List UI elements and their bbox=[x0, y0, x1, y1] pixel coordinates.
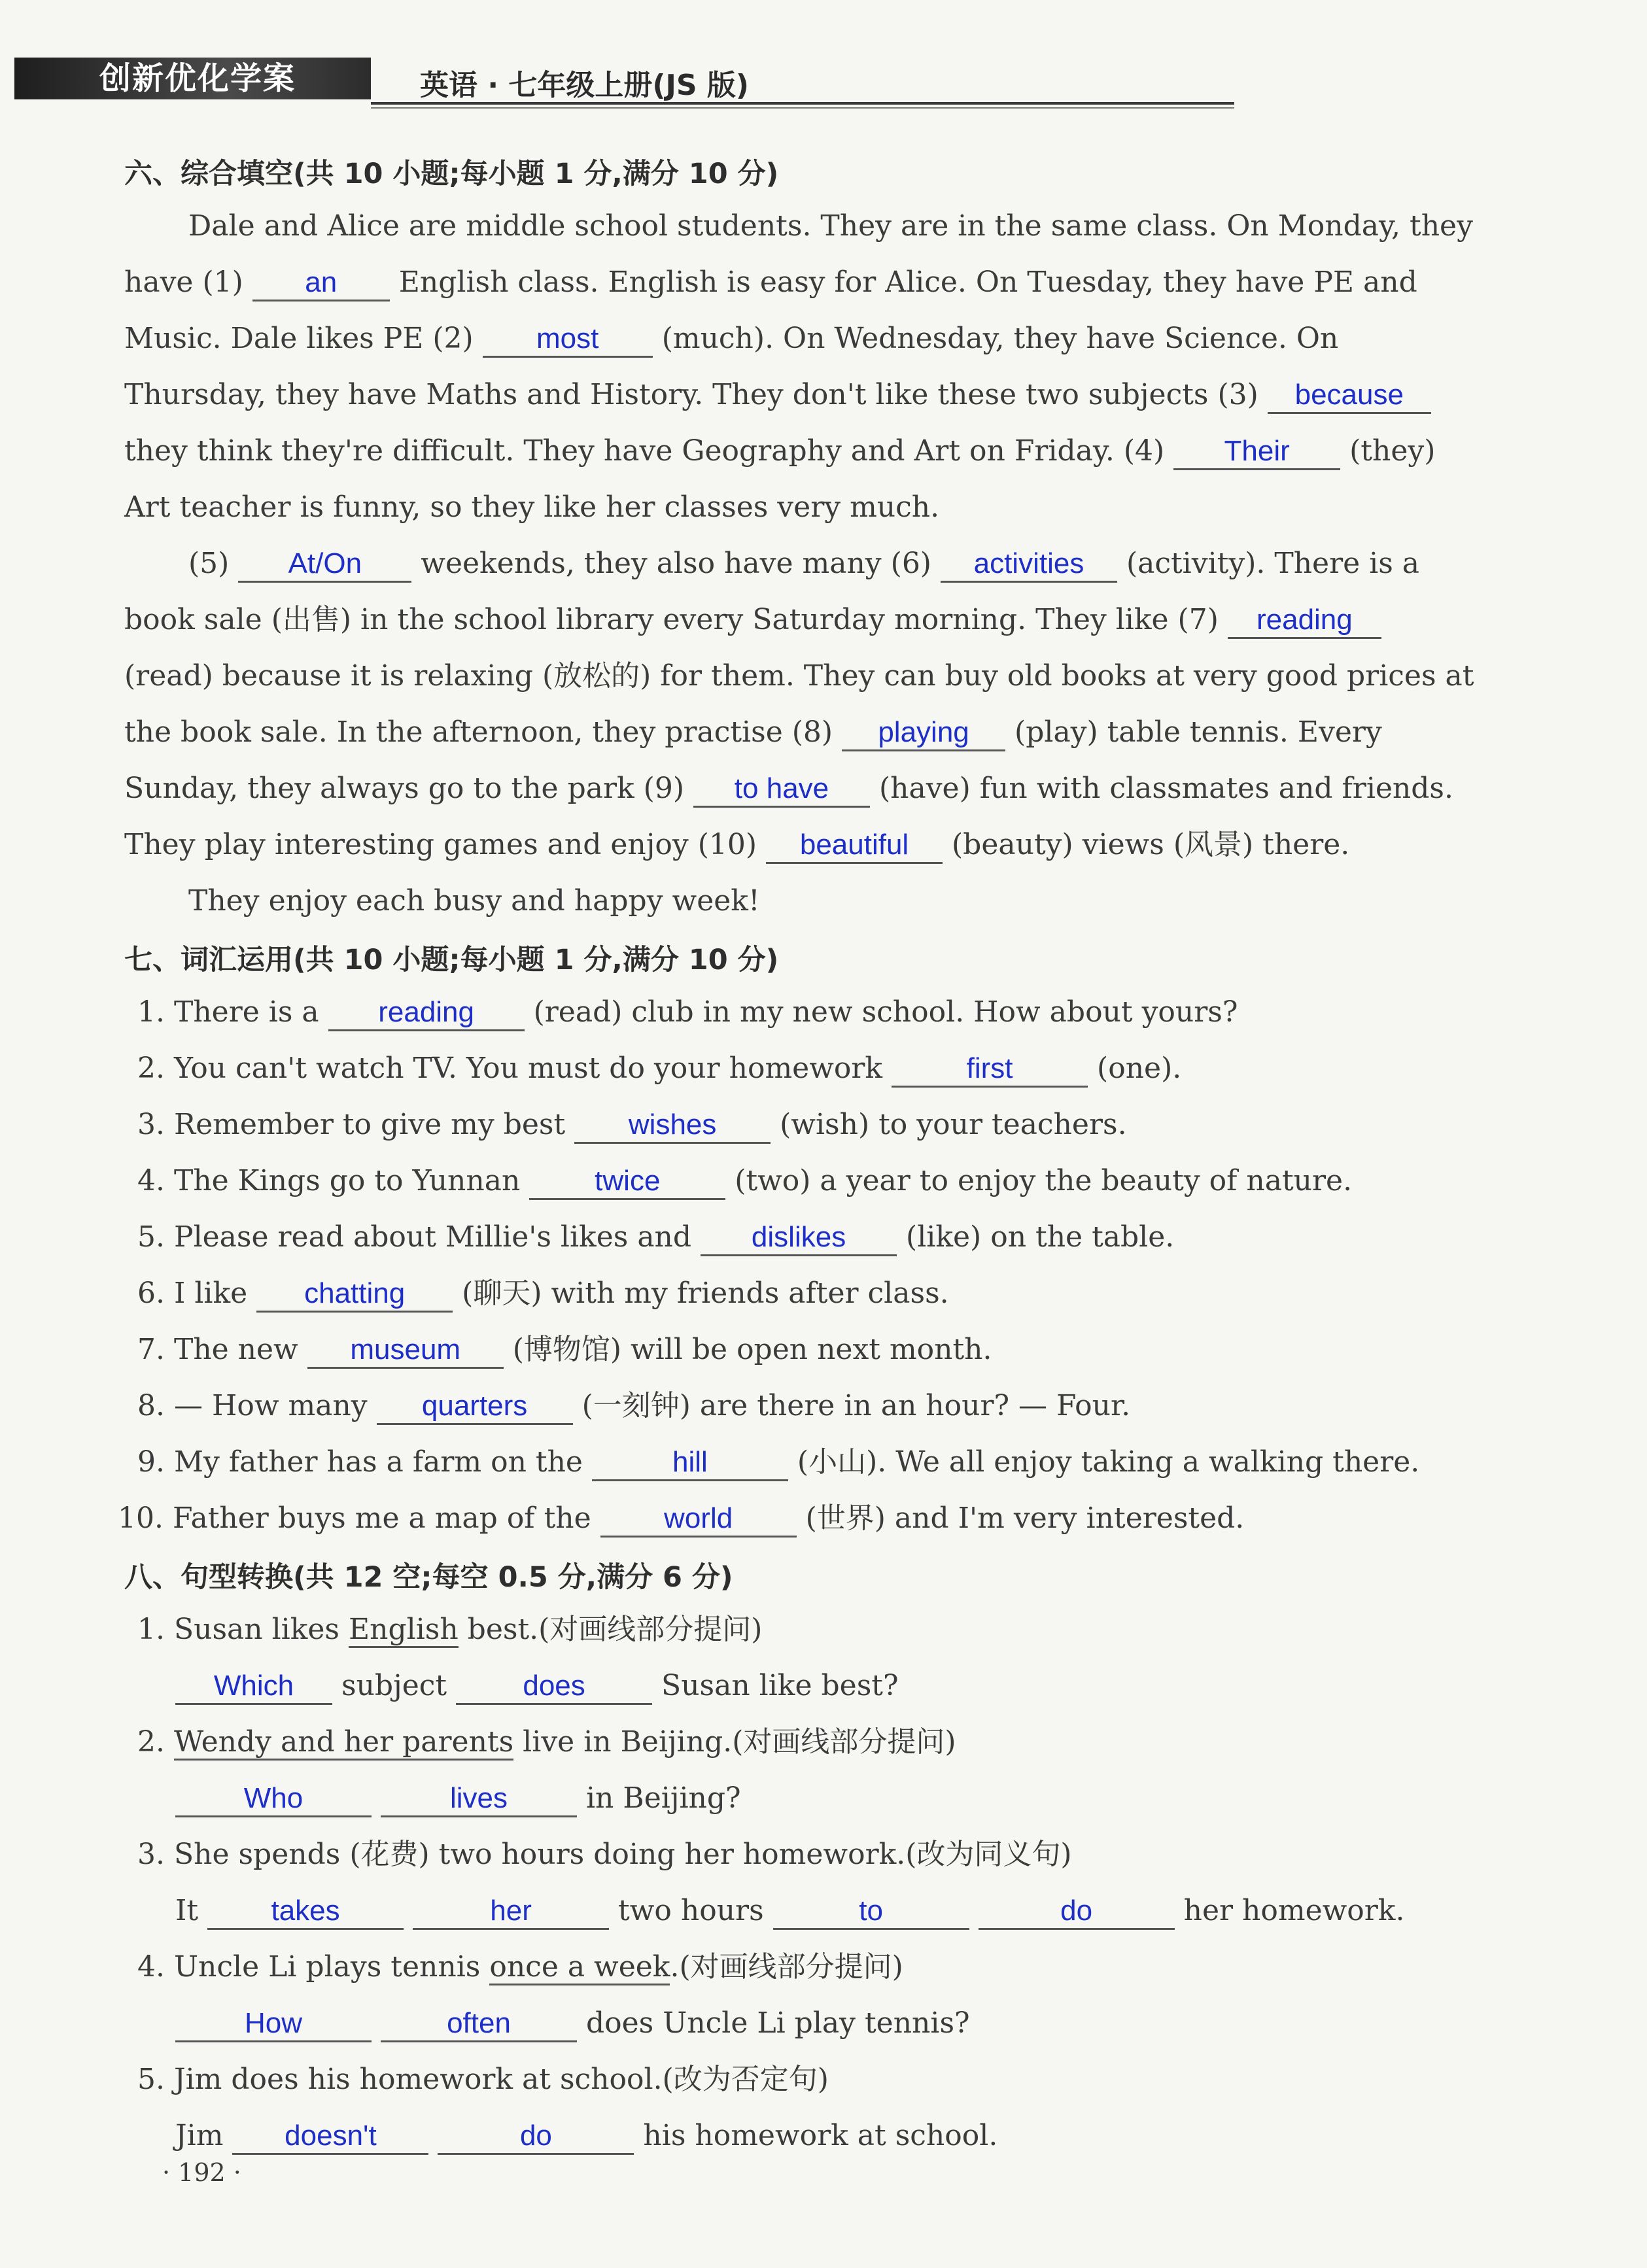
book-title: 英语 · 七年级上册(JS 版) bbox=[420, 69, 749, 102]
passage-line-3: Music. Dale likes PE (2) most (much). On Wednesday, they have Science. On bbox=[124, 319, 1338, 358]
answer-blank-6[interactable]: activities bbox=[941, 547, 1117, 583]
passage-line-12: They play interesting games and enjoy (10) beautiful (beauty) views (风景) there. bbox=[124, 825, 1349, 865]
answer-blank-1[interactable]: an bbox=[252, 266, 390, 301]
passage-line-7: (5) At/On weekends, they also have many (6) activities (activity). There is a bbox=[188, 544, 1419, 583]
transform-q5: 5. Jim does his homework at school.(改为否定句) bbox=[137, 2063, 829, 2096]
transform-answer[interactable]: often bbox=[381, 2006, 577, 2042]
passage-line-2: have (1) an English class. English is easy for Alice. On Tuesday, they have PE and bbox=[124, 263, 1417, 302]
vocab-item: 1. There is a reading (read) club in my new school. How about yours? bbox=[137, 993, 1238, 1032]
page-header bbox=[14, 51, 1647, 107]
underlined-phrase: English bbox=[349, 1613, 459, 1648]
passage-line-6: Art teacher is funny, so they like her classes very much. bbox=[124, 490, 940, 524]
transform-answer[interactable]: to bbox=[773, 1894, 969, 1930]
section-7-title: 七、词汇运用(共 10 小题;每小题 1 分,满分 10 分) bbox=[124, 944, 779, 976]
underlined-phrase: once a week bbox=[489, 1950, 670, 1985]
transform-answer[interactable]: takes bbox=[207, 1894, 404, 1930]
passage-line-11: Sunday, they always go to the park (9) to have (have) fun with classmates and friends. bbox=[124, 769, 1453, 808]
vocab-item: 5. Please read about Millie's likes and dislikes (like) on the table. bbox=[137, 1218, 1174, 1257]
transform-answer[interactable]: How bbox=[175, 2006, 372, 2042]
vocab-answer-8[interactable]: quarters bbox=[377, 1389, 573, 1425]
transform-answer[interactable]: do bbox=[979, 1894, 1175, 1930]
answer-blank-10[interactable]: beautiful bbox=[766, 828, 943, 864]
transform-answer[interactable]: do bbox=[438, 2119, 634, 2155]
transform-answer[interactable]: does bbox=[456, 1669, 652, 1705]
vocab-item: 6. I like chatting (聊天) with my friends after class. bbox=[137, 1274, 949, 1313]
passage-closing: They enjoy each busy and happy week! bbox=[188, 884, 760, 918]
passage-line-4: Thursday, they have Maths and History. They don't like these two subjects (3) because bbox=[124, 375, 1431, 415]
section-8-title: 八、句型转换(共 12 空;每空 0.5 分,满分 6 分) bbox=[124, 1561, 733, 1594]
vocab-answer-4[interactable]: twice bbox=[529, 1164, 725, 1200]
vocab-answer-1[interactable]: reading bbox=[328, 995, 525, 1031]
answer-blank-9[interactable]: to have bbox=[693, 772, 870, 808]
vocab-item: 4. The Kings go to Yunnan twice (two) a year to enjoy the beauty of nature. bbox=[137, 1161, 1352, 1201]
transform-a2: Who lives in Beijing? bbox=[175, 1779, 741, 1818]
page-number: · 192 · bbox=[162, 2158, 241, 2187]
vocab-item: 7. The new museum (博物馆) will be open next month. bbox=[137, 1330, 992, 1369]
header-divider bbox=[371, 102, 1234, 105]
answer-blank-4[interactable]: Their bbox=[1173, 434, 1340, 470]
transform-a4: How often does Uncle Li play tennis? bbox=[175, 2004, 970, 2043]
section-6-title: 六、综合填空(共 10 小题;每小题 1 分,满分 10 分) bbox=[124, 158, 779, 190]
vocab-answer-3[interactable]: wishes bbox=[574, 1108, 771, 1144]
vocab-item: 9. My father has a farm on the hill (小山). We all enjoy taking a walking there. bbox=[137, 1443, 1419, 1482]
vocab-item: 2. You can't watch TV. You must do your homework first (one). bbox=[137, 1049, 1181, 1088]
brand-logo: 创新优化学案 bbox=[14, 58, 371, 99]
answer-blank-3[interactable]: because bbox=[1268, 378, 1431, 414]
passage-line-5: they think they're difficult. They have Geography and Art on Friday. (4) Their (they) bbox=[124, 432, 1435, 471]
vocab-item: 3. Remember to give my best wishes (wish) to your teachers. bbox=[137, 1105, 1127, 1144]
vocab-answer-10[interactable]: world bbox=[600, 1502, 797, 1538]
answer-blank-8[interactable]: playing bbox=[842, 715, 1005, 751]
transform-a1: Which subject does Susan like best? bbox=[175, 1666, 899, 1706]
answer-blank-2[interactable]: most bbox=[483, 322, 653, 358]
transform-a5: Jim doesn't do his homework at school. bbox=[175, 2116, 997, 2156]
vocab-answer-9[interactable]: hill bbox=[592, 1445, 788, 1481]
transform-q3: 3. She spends (花费) two hours doing her homework.(改为同义句) bbox=[137, 1838, 1072, 1871]
transform-a3: It takes her two hours to do her homework. bbox=[175, 1891, 1404, 1931]
underlined-phrase: Wendy and her parents bbox=[174, 1725, 513, 1761]
answer-blank-5[interactable]: At/On bbox=[238, 547, 411, 583]
transform-q4: 4. Uncle Li plays tennis once a week.(对画线部分提问) bbox=[137, 1948, 903, 1987]
transform-answer[interactable]: doesn't bbox=[232, 2119, 428, 2155]
vocab-answer-5[interactable]: dislikes bbox=[701, 1220, 897, 1256]
passage-line-1: Dale and Alice are middle school students. They are in the same class. On Monday, they bbox=[188, 209, 1473, 243]
transform-q1: 1. Susan likes English best.(对画线部分提问) bbox=[137, 1610, 762, 1649]
transform-answer[interactable]: Who bbox=[175, 1781, 372, 1817]
vocab-answer-6[interactable]: chatting bbox=[256, 1277, 453, 1313]
passage-line-10: the book sale. In the afternoon, they practise (8) playing (play) table tennis. Every bbox=[124, 713, 1382, 752]
passage-line-9: (read) because it is relaxing (放松的) for them. They can buy old books at very good prices at bbox=[124, 659, 1474, 693]
vocab-answer-7[interactable]: museum bbox=[307, 1333, 504, 1369]
header-divider-thin bbox=[371, 107, 1234, 109]
transform-q2: 2. Wendy and her parents live in Beijing.(对画线部分提问) bbox=[137, 1723, 956, 1762]
vocab-item: 10. Father buys me a map of the world (世界) and I'm very interested. bbox=[118, 1499, 1244, 1538]
vocab-answer-2[interactable]: first bbox=[892, 1052, 1088, 1088]
answer-blank-7[interactable]: reading bbox=[1228, 603, 1381, 639]
transform-answer[interactable]: her bbox=[413, 1894, 609, 1930]
passage-line-8: book sale (出售) in the school library every Saturday morning. They like (7) reading bbox=[124, 600, 1381, 640]
transform-answer[interactable]: lives bbox=[381, 1781, 577, 1817]
transform-answer[interactable]: Which bbox=[175, 1669, 332, 1705]
vocab-item: 8. — How many quarters (一刻钟) are there in an hour? — Four. bbox=[137, 1386, 1130, 1426]
